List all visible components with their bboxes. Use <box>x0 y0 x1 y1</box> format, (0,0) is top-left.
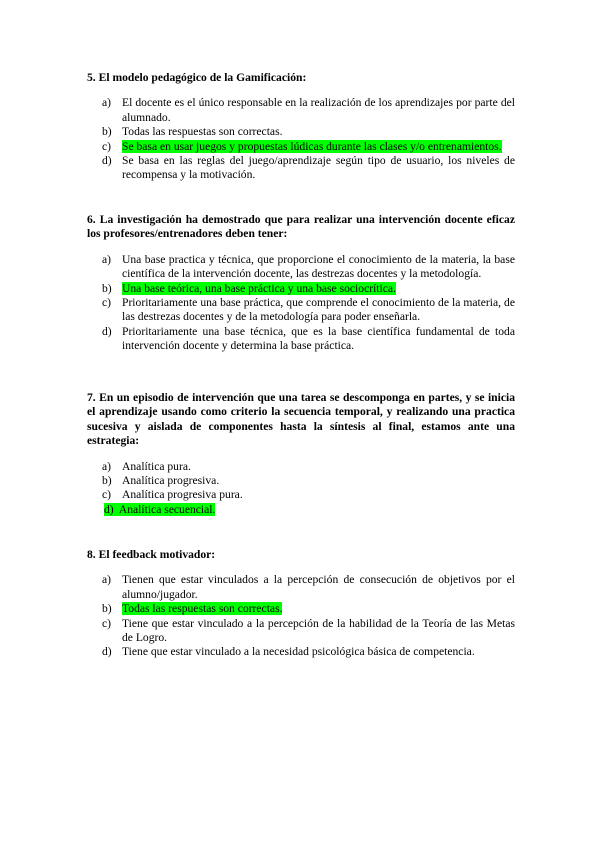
highlighted-answer: Todas las respuestas son correctas. <box>122 602 283 616</box>
option-a: a) Analítica pura. <box>102 459 191 473</box>
option-list <box>87 253 515 354</box>
option-d: d) Prioritariamente una base técnica, que es la base científica fundamental de toda intervención docente y determina la base práctica. <box>102 324 515 353</box>
question-8 <box>87 548 515 660</box>
option-a: a) El docente es el único responsable en la realización de los aprendizajes por parte del alumnado. <box>102 96 515 124</box>
option-b-correct: b) Una base teórica, una base práctica y una base sociocrítica. <box>102 281 396 295</box>
option-b: b) Analítica progresiva. <box>102 474 220 488</box>
question-7 <box>87 391 515 517</box>
option-list <box>87 460 515 518</box>
option-c: c) Tiene que estar vinculado a la percepción de la habilidad de la Teoría de las Metas de Logro. <box>102 616 515 645</box>
option-c: c) Analítica progresiva pura. <box>102 488 243 502</box>
option-list <box>87 96 515 182</box>
question-title: 8. El feedback motivador: <box>87 548 216 561</box>
option-a: a) Una base practica y técnica, que proporcione el conocimiento de la materia, la base científica de la intervención docente, las destrezas docentes y la metodología. <box>102 252 515 281</box>
question-6 <box>87 213 515 354</box>
option-a: a) Tienen que estar vinculados a la percepción de consecución de objetivos por el alumno/jugador. <box>102 573 515 601</box>
option-d-correct <box>87 503 515 517</box>
option-d: d) Se basa en las reglas del juego/aprendizaje según tipo de usuario, los niveles de recompensa y la motivación. <box>102 154 515 182</box>
highlighted-answer: d) Analítica secuencial. <box>104 502 216 516</box>
question-title: 5. El modelo pedagógico de la Gamificación: <box>87 71 307 84</box>
question-title: 6. La investigación ha demostrado que para realizar una intervención docente eficaz los profesores/entrenadores deben tener: <box>87 213 515 241</box>
option-d: d) Tiene que estar vinculado a la necesidad psicológica básica de competencia. <box>102 645 475 659</box>
option-b: b) Todas las respuestas son correctas. <box>102 125 283 139</box>
option-b-correct: b) Todas las respuestas son correctas. <box>102 602 283 616</box>
question-5 <box>87 71 515 183</box>
highlighted-answer: Una base teórica, una base práctica y una base sociocrítica. <box>122 281 396 295</box>
option-c: c) Prioritariamente una base práctica, que comprende el conocimiento de la materia, de las destrezas docentes y de la metodología para poder enseñarla. <box>102 296 515 324</box>
option-list <box>87 573 515 659</box>
question-title: 7. En un episodio de intervención que una tarea se descomponga en partes, y se inicia el aprendizaje usando como criterio la secuencia temporal, y realizando una practica sucesiva y aislada de componentes hasta la síntesis al final, estamos ante una estrategia: <box>87 391 515 448</box>
highlighted-answer: Se basa en usar juegos y propuestas lúdicas durante las clases y/o entrenamientos. <box>122 139 502 153</box>
option-c-correct: c) Se basa en usar juegos y propuestas lúdicas durante las clases y/o entrenamientos. <box>102 139 502 153</box>
